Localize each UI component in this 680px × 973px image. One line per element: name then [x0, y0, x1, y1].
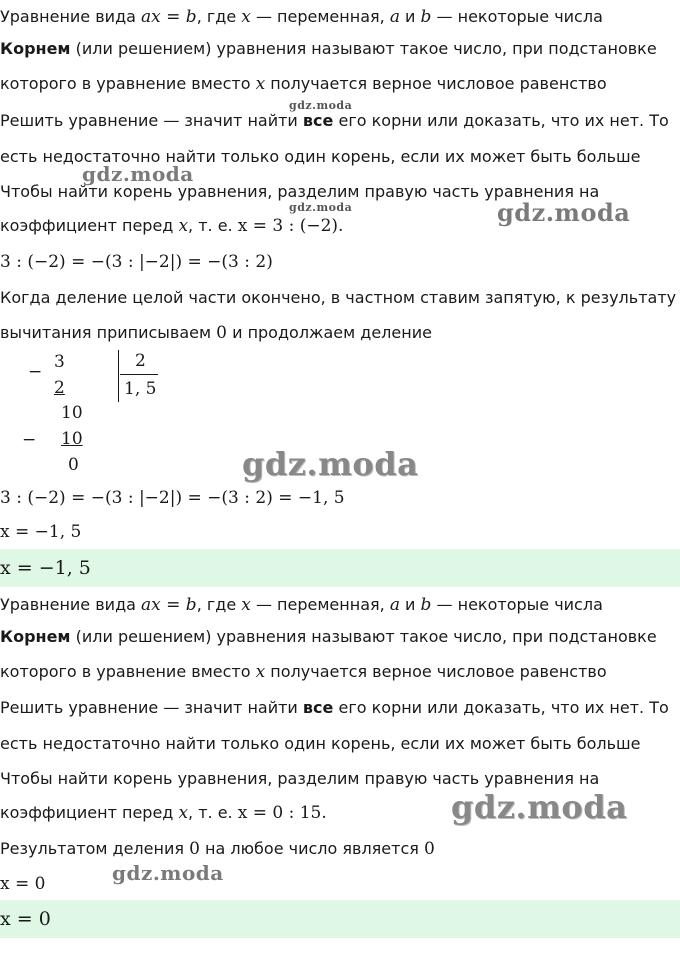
definition-line: Уравнение вида ax = b, где x — переменная, a и b — некоторые числа — [0, 7, 603, 27]
answer-band — [0, 900, 680, 938]
answer-band — [0, 549, 680, 587]
solve-definition-line2: есть недостаточно найти только один корень, если их может быть больше — [0, 147, 641, 166]
watermark: gdz.moda — [112, 861, 224, 885]
quotient-line — [120, 374, 158, 375]
solve-definition-line1: Решить уравнение — значит найти все его корни или доказать, что их нет. То — [0, 111, 669, 130]
watermark: gdz.moda — [497, 198, 631, 227]
root-term: Корнем — [0, 627, 71, 646]
solve-definition-line2: есть недостаточно найти только один корень, если их может быть больше — [0, 734, 641, 753]
divisor: 2 — [135, 351, 146, 371]
watermark: gdz.moda — [451, 788, 628, 826]
root-definition-line2: которого в уравнение вместо x получается верное числовое равенство — [0, 74, 607, 94]
definition-line: Уравнение вида ax = b, где x — переменная, a и b — некоторые числа — [0, 595, 603, 615]
watermark: gdz.moda — [82, 162, 194, 186]
watermark: gdz.moda — [289, 99, 353, 112]
equation-result: x = 0 — [0, 874, 46, 894]
subtrahend: 10 — [61, 429, 83, 449]
root-definition-line2: которого в уравнение вместо x получается верное числовое равенство — [0, 662, 607, 682]
watermark: gdz.moda — [242, 445, 419, 483]
quotient: 1, 5 — [124, 379, 157, 399]
find-root-line1: Чтобы найти корень уравнения, разделим правую часть уравнения на — [0, 769, 600, 788]
find-root-line1: Чтобы найти корень уравнения, разделим правую часть уравнения на — [0, 182, 600, 201]
calculation-result: 3 : (−2) = −(3 : |−2|) = −(3 : 2) = −1, 5 — [0, 488, 345, 508]
subtrahend: 2 — [54, 378, 65, 398]
division-bar — [118, 350, 119, 402]
zero-division-line: Результатом деления 0 на любое число является 0 — [0, 839, 435, 859]
find-root-line2: коэффициент перед x, т. е. x = 3 : (−2). — [0, 216, 344, 236]
answer: x = 0 — [0, 908, 51, 930]
answer: x = −1, 5 — [0, 557, 91, 579]
equation-result: x = −1, 5 — [0, 522, 82, 542]
calculation-step: 3 : (−2) = −(3 : |−2|) = −(3 : 2) — [0, 252, 273, 272]
root-definition-line1: Корнем (или решением) уравнения называют такое число, при подстановке — [0, 39, 657, 58]
find-root-line2: коэффициент перед x, т. е. x = 0 : 15. — [0, 803, 327, 823]
remainder: 10 — [61, 403, 83, 423]
minus-sign: − — [28, 362, 43, 382]
dividend: 3 — [54, 352, 65, 372]
watermark: gdz.moda — [289, 201, 353, 214]
division-explanation-line1: Когда деление целой части окончено, в частном ставим запятую, к результату — [0, 288, 677, 307]
root-definition-line1: Корнем (или решением) уравнения называют такое число, при подстановке — [0, 627, 657, 646]
final-remainder: 0 — [68, 455, 79, 475]
minus-sign: − — [22, 430, 37, 450]
solve-definition-line1: Решить уравнение — значит найти все его корни или доказать, что их нет. То — [0, 698, 669, 717]
division-explanation-line2: вычитания приписываем 0 и продолжаем деление — [0, 323, 432, 343]
root-term: Корнем — [0, 39, 71, 58]
